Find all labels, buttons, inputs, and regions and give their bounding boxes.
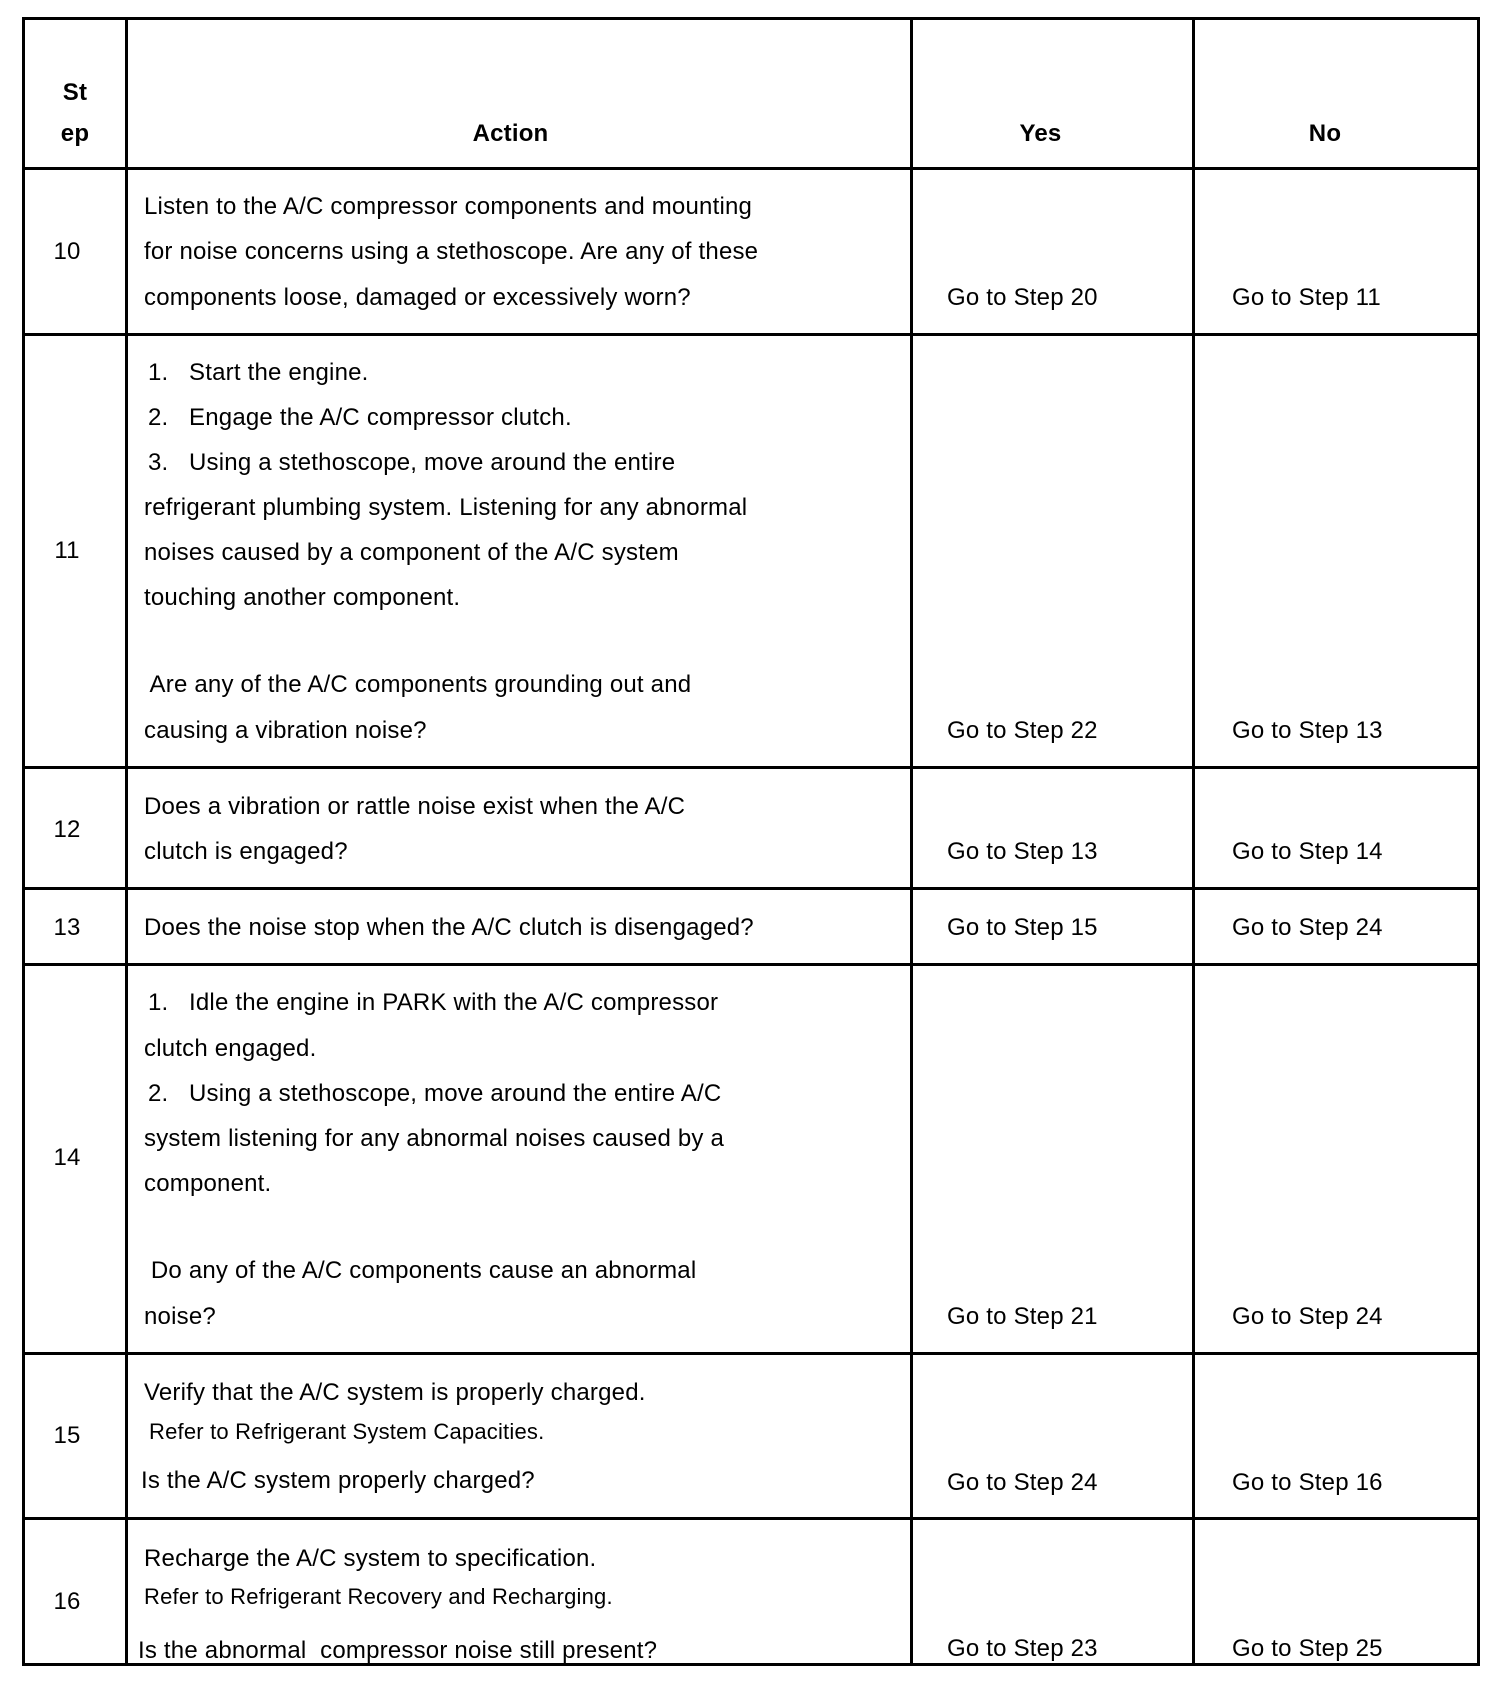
action-text: clutch is engaged? [144,838,348,865]
header-step-line1: St [62,79,88,106]
action-text: 2. Engage the A/C compressor clutch. [148,404,572,431]
row-divider [22,887,1480,890]
action-text: for noise concerns using a stethoscope. Are any of these [144,238,759,265]
action-text: causing a vibration noise? [144,717,427,744]
action-text: system listening for any abnormal noises caused by a [144,1125,725,1152]
no-result: Go to Step 14 [1232,838,1383,865]
no-result: Go to Step 24 [1232,1303,1383,1330]
action-text: noises caused by a component of the A/C system [144,539,679,566]
col-divider-yes [1192,17,1195,1666]
action-text: Is the A/C system properly charged? [141,1467,535,1494]
action-text: clutch engaged. [144,1035,317,1062]
action-text: Listen to the A/C compressor components and mounting [144,193,753,220]
step-number: 14 [53,1144,81,1171]
row-divider [22,963,1480,966]
no-result: Go to Step 24 [1232,914,1383,941]
action-text: 2. Using a stethoscope, move around the entire A/C [148,1080,722,1107]
yes-result: Go to Step 23 [947,1635,1098,1662]
action-text: Recharge the A/C system to specification. [144,1545,597,1572]
border-right [1477,17,1480,1666]
action-reference-text: Refer to Refrigerant Recovery and Recharging. [144,1584,613,1609]
action-text: touching another component. [144,584,461,611]
step-number: 10 [53,238,81,265]
border-top [22,17,1480,20]
step-number: 13 [53,914,81,941]
row-divider [22,333,1480,336]
step-number: 16 [53,1588,81,1615]
header-yes: Yes [1019,120,1062,147]
action-text: Verify that the A/C system is properly charged. [144,1379,646,1406]
no-result: Go to Step 25 [1232,1635,1383,1662]
no-result: Go to Step 11 [1232,284,1381,311]
action-text: Are any of the A/C components grounding out and [144,671,692,698]
row-divider [22,1517,1480,1520]
yes-result: Go to Step 22 [947,717,1098,744]
action-text: components loose, damaged or excessively worn? [144,284,691,311]
yes-result: Go to Step 21 [947,1303,1098,1330]
action-text: component. [144,1170,272,1197]
header-action: Action [472,120,549,147]
action-text: refrigerant plumbing system. Listening for any abnormal [144,494,748,521]
col-divider-action [910,17,913,1666]
yes-result: Go to Step 15 [947,914,1098,941]
col-divider-step [125,17,128,1666]
action-text: 1. Idle the engine in PARK with the A/C compressor [148,989,719,1016]
row-divider [22,766,1480,769]
step-number: 12 [53,816,81,843]
header-step-line2: ep [60,120,90,147]
row-divider [22,167,1480,170]
no-result: Go to Step 16 [1232,1469,1383,1496]
action-text: noise? [144,1303,216,1330]
action-text: Does the noise stop when the A/C clutch is disengaged? [144,914,754,941]
row-divider [22,1352,1480,1355]
step-number: 15 [53,1422,81,1449]
yes-result: Go to Step 20 [947,284,1098,311]
action-text: 3. Using a stethoscope, move around the entire [148,449,676,476]
no-result: Go to Step 13 [1232,717,1383,744]
action-text: Does a vibration or rattle noise exist when the A/C [144,793,686,820]
yes-result: Go to Step 24 [947,1469,1098,1496]
action-text: Is the abnormal compressor noise still present? [138,1637,658,1664]
action-reference-text: Refer to Refrigerant System Capacities. [149,1419,545,1444]
step-number: 11 [54,537,80,564]
action-text: 1. Start the engine. [148,359,369,386]
yes-result: Go to Step 13 [947,838,1098,865]
header-no: No [1308,120,1342,147]
action-text: Do any of the A/C components cause an abnormal [144,1257,697,1284]
